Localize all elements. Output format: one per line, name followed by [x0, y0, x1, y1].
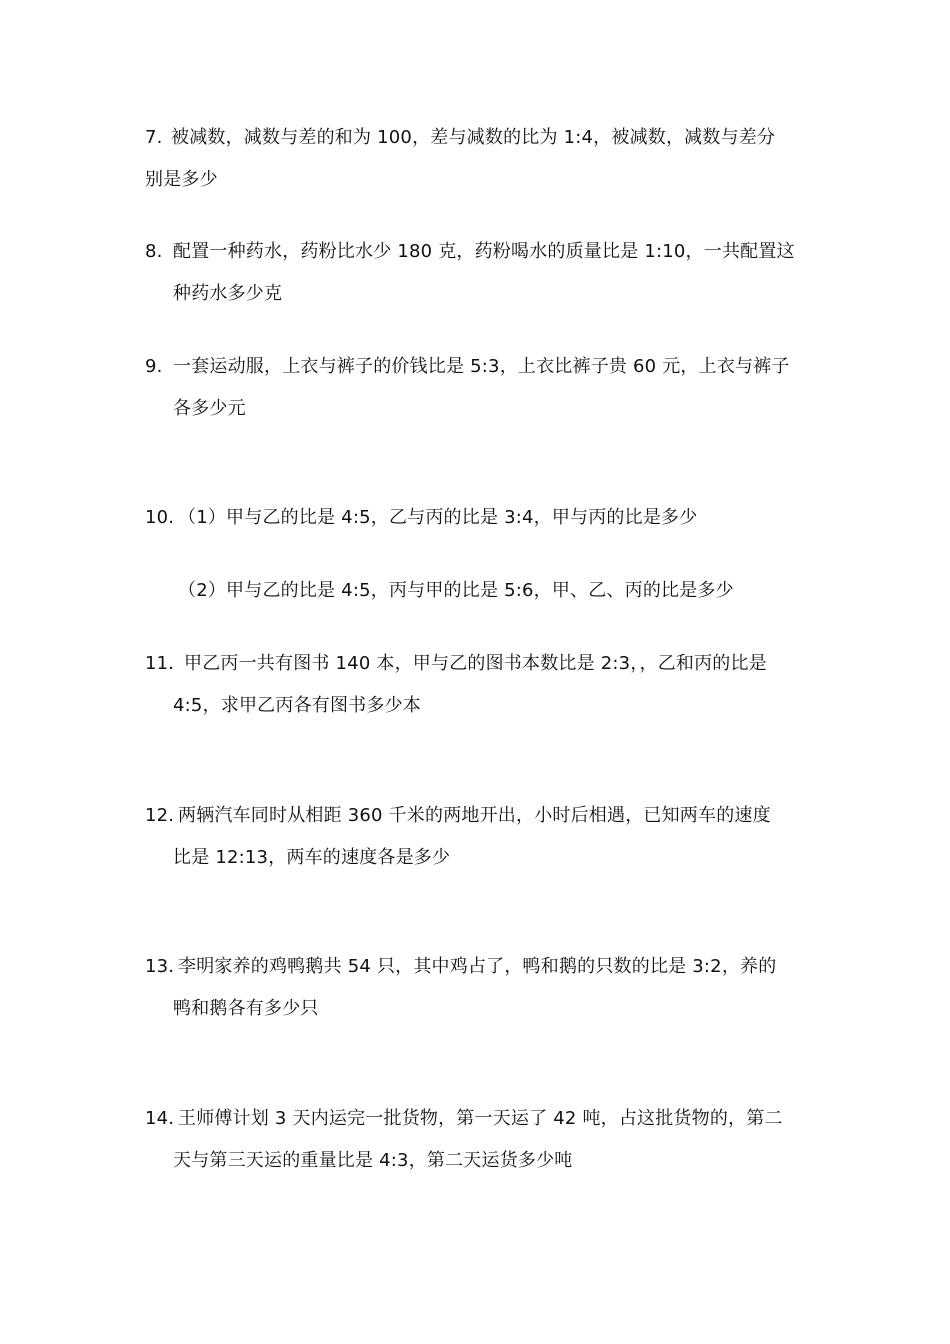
problem-number: 8.	[145, 241, 163, 262]
problem-text-line2: 各多少元	[173, 398, 246, 419]
problem-text-line2: 4:5，求甲乙丙各有图书多少本	[173, 695, 421, 716]
problem-text-line1: 配置一种药水，药粉比水少 180 克，药粉喝水的质量比是 1:10，一共配置这	[173, 241, 795, 262]
problem-number: 13.	[145, 956, 175, 977]
problem-text-line2: 种药水多少克	[173, 283, 283, 304]
problem-number: 11．	[145, 653, 187, 674]
problem-text-part1: （1）甲与乙的比是 4:5，乙与丙的比是 3:4，甲与丙的比是多少	[178, 507, 698, 528]
problem-text-line1: 两辆汽车同时从相距 360 千米的两地开出，小时后相遇，已知两车的速度	[178, 805, 771, 826]
problem-number: 7.	[145, 127, 163, 148]
problem-text-line1: 李明家养的鸡鸭鹅共 54 只，其中鸡占了，鸭和鹅的只数的比是 3:2，养的	[178, 956, 777, 977]
problem-text-line2: 比是 12:13，两车的速度各是多少	[173, 847, 451, 868]
problem-text-line2: 天与第三天运的重量比是 4:3，第二天运货多少吨	[173, 1150, 573, 1171]
problem-text-line1: 被减数，减数与差的和为 100，差与减数的比为 1:4，被减数，减数与差分	[171, 127, 776, 148]
problem-text-line1: 一套运动服，上衣与裤子的价钱比是 5:3，上衣比裤子贵 60 元，上衣与裤子	[173, 356, 790, 377]
problem-number: 12.	[145, 805, 175, 826]
problem-number: 9.	[145, 356, 163, 377]
problem-text-part2: （2）甲与乙的比是 4:5，丙与甲的比是 5:6，甲、乙、丙的比是多少	[178, 580, 734, 601]
problem-number: 14.	[145, 1108, 175, 1129]
problem-number: 10.	[145, 507, 175, 528]
problem-text-line2: 别是多少	[145, 169, 218, 190]
problem-text-line2: 鸭和鹅各有多少只	[173, 998, 319, 1019]
problem-text-line1: 王师傅计划 3 天内运完一批货物，第一天运了 42 吨，占这批货物的，第二	[178, 1108, 783, 1129]
problem-text-line1: 甲乙丙一共有图书 140 本，甲与乙的图书本数比是 2:3，，乙和丙的比是	[184, 653, 767, 674]
